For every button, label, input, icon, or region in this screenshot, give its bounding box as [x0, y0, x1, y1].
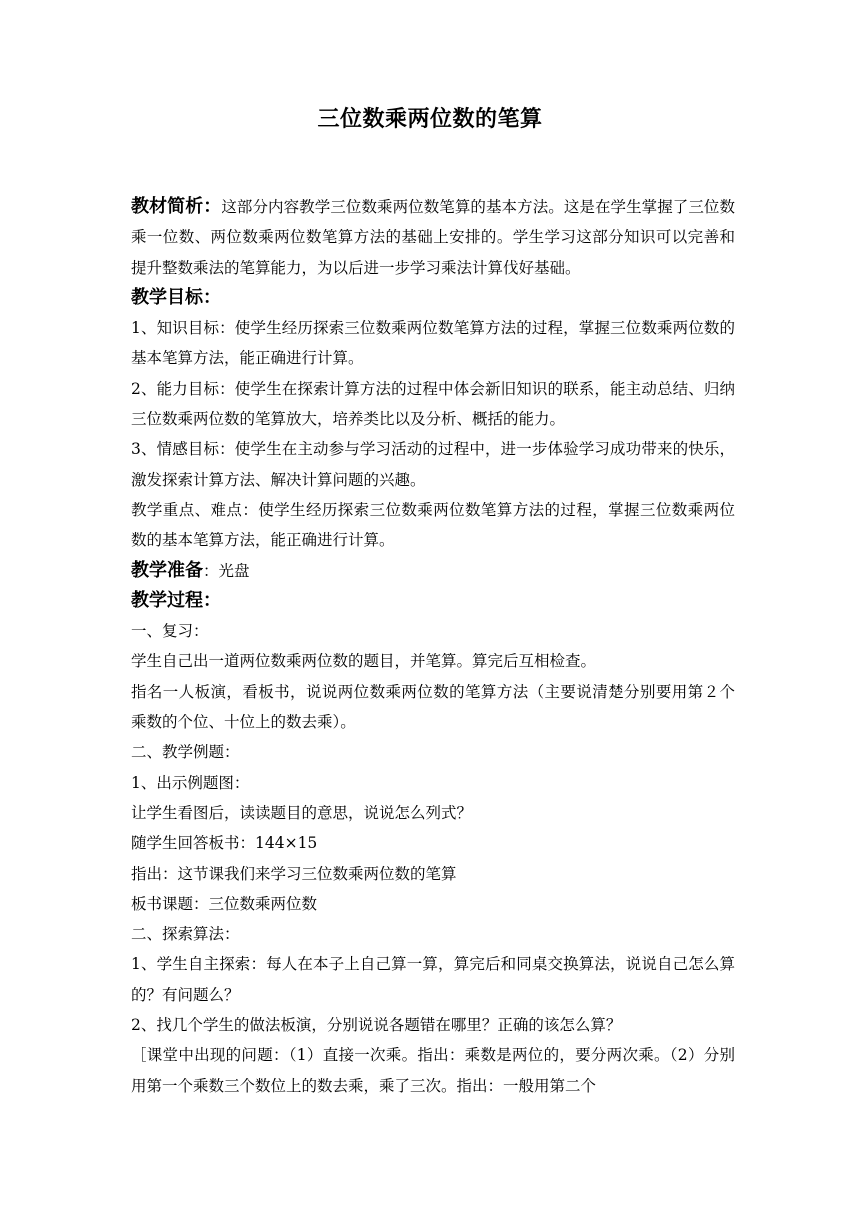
process-heading: 教学过程： [131, 589, 221, 611]
process-line: 一、复习： [131, 622, 209, 641]
prep-label: 教学准备 [131, 559, 203, 581]
goal-item: 1、知识目标：使学生经历探索三位数乘两位数笔算方法的过程，掌握三位数乘两位数的基本笔算方法，能正确进行计算。 [131, 319, 735, 368]
goal-item: 3、情感目标：使学生在主动参与学习活动的过程中，进一步体验学习成功带来的快乐，激发探索计算方法、解决计算问题的兴趣。 [131, 440, 735, 489]
goals-heading: 教学目标： [131, 286, 221, 308]
document-body [131, 192, 735, 1101]
process-line: ［课堂中出现的问题：（1）直接一次乘。指出：乘数是两位的，要分两次乘。（2）分别用第一个乘数三个数位上的数去乘，乘了三次。指出：一般用第二个 [131, 1046, 735, 1095]
analysis-text: 这部分内容教学三位数乘两位数笔算的基本方法。这是在学生掌握了三位数乘一位数、两位数乘两位数笔算方法的基础上安排的。学生学习这部分知识可以完善和提升整数乘法的笔算能力，为以后进一步学习乘法计算伐好基础。 [131, 198, 735, 277]
goal-item: 2、能力目标：使学生在探索计算方法的过程中体会新旧知识的联系，能主动总结、归纳三位数乘两位数的笔算放大，培养类比以及分析、概括的能力。 [131, 379, 735, 429]
process-line: 1、出示例题图： [131, 773, 250, 792]
process-line: 学生自己出一道两位数乘两位数的题目，并笔算。算完后互相检查。 [131, 652, 597, 671]
document-title: 三位数乘两位数的笔算 [317, 106, 543, 132]
prep-paragraph [131, 556, 735, 586]
process-line: 让学生看图后，读读题目的意思，说说怎么列式？ [131, 803, 473, 822]
process-line: 1、学生自主探索：每人在本子上自己算一算，算完后和同桌交换算法，说说自己怎么算的？有问题么？ [131, 955, 735, 1004]
process-line: 指出：这节课我们来学习三位数乘两位数的笔算 [131, 864, 457, 883]
analysis-label: 教材简析： [131, 196, 222, 217]
process-line: 指名一人板演，看板书，说说两位数乘两位数的笔算方法（主要说清楚分别要用第２个乘数的个位、十位上的数去乘）。 [131, 682, 735, 732]
process-line: 二、探索算法： [131, 925, 240, 944]
process-line: 2、找几个学生的做法板演，分别说说各题错在哪里？正确的该怎么算？ [131, 1016, 622, 1035]
analysis-paragraph [131, 192, 735, 283]
process-line: 二、教学例题： [131, 743, 240, 762]
key-points-paragraph: 教学重点、难点：使学生经历探索三位数乘两位数笔算方法的过程，掌握三位数乘两位数的基本笔算方法，能正确进行计算。 [131, 500, 735, 550]
process-line: 随学生回答板书：144×15 [131, 834, 318, 853]
prep-text: ：光盘 [203, 561, 250, 580]
process-line: 板书课题：三位数乘两位数 [131, 894, 318, 913]
